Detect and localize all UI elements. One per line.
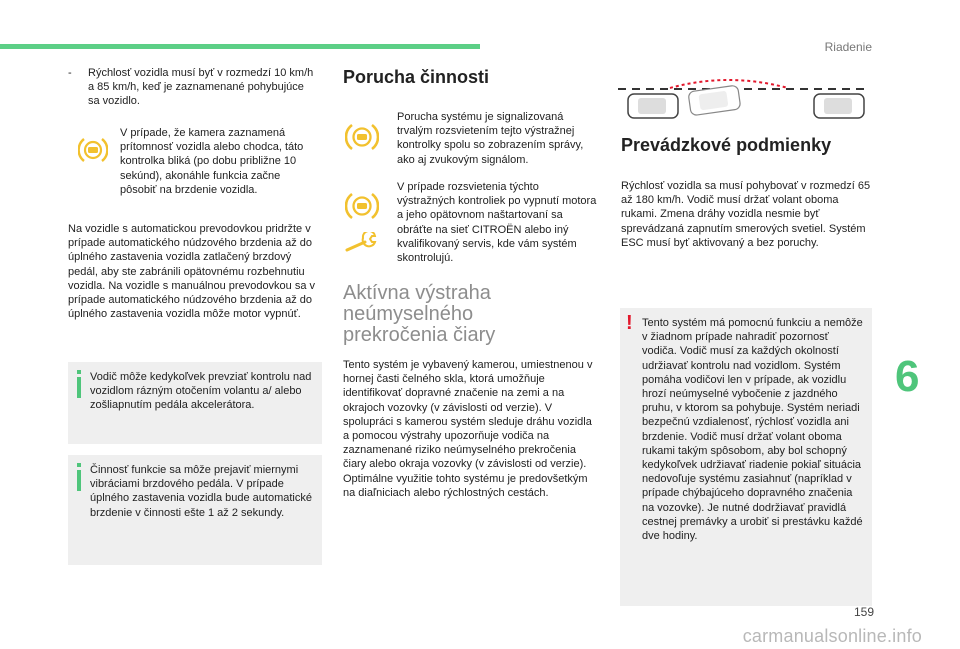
info-box-brake-vibration — [68, 455, 322, 565]
collision-warning-icon — [78, 136, 108, 169]
page-number: 159 — [853, 605, 874, 619]
heading-operating-conditions: Prevádzkové podmienky — [621, 135, 832, 155]
warning-box — [620, 308, 872, 606]
chapter-number: 6 — [895, 352, 920, 401]
automatic-braking-paragraph: Na vozidle s automatickou prevodovkou pridržte v prípade automatického núdzového brzdenia až do úplného zastavenia vozidla zatlačený brzdový pedál, aby ste zabránili opätovnému rozbehnutiu vozidla. Na vozidle s manuálnou prevodovkou sa v prípade automatického núdzového brzdenia až do úplného zastavenia vozidla môže motor vypnúť. — [68, 223, 316, 321]
info-text: Činnosť funkcie sa môže prejaviť miernymi vibráciami brzdového pedála. V prípade úplného zastavenia vozidla bude automatické brzdenie v činnosti ešte 1 až 2 sekundy. — [90, 464, 312, 519]
warning-exclamation-icon: ! — [626, 312, 633, 334]
heading-lane-departure: Aktívna výstraha neúmyselného prekročenia čiary — [343, 282, 496, 346]
warning-text: Tento systém má pomocnú funkciu a nemôže v žiadnom prípade nahradiť pozornosť vodiča. Vodič musí za každých okolností udržiavať kontrolu nad vozidlom. Systém pomáha vodičovi len v prípade, ak vozidlu hrozí neúmyselné vybočenie z jazdného pruhu, v ktorom sa pohybuje. Systém neriadi bezpečnú vzdialenosť, rýchlosť vozidla ani brzdenie. Vodič musí držať volant oboma rukami takým spôsobom, aby bol schopný kedykoľvek udržiavať riadenie pokiaľ situácia nedovoľuje systému zasiahnuť (napríklad v prípade chýbajúceho dopravného značenia na vozovke). Je nutné dodržiavať pravidlá cestnej premávky a urobiť si prestávku každé dve hodiny. — [642, 317, 863, 543]
info-icon — [74, 463, 84, 491]
watermark: carmanualsonline.info — [742, 626, 922, 646]
heading-malfunction: Porucha činnosti — [343, 67, 490, 87]
dash-list-item — [68, 66, 318, 109]
lane-departure-description: Tento systém je vybavený kamerou, umiestnenou v hornej časti čelného skla, ktorá umožňuje identifikovať dopravné značenie na zemi a na okrajoch vozovky (v závislosti od verzie). V spolupráci s kamerou systém sleduje dráhu vozidla a pomocou výstrahy upozorňuje vodiča na zaznamenané riziko neúmyselného prekročenia čiary alebo okraja vozovky (v závislosti od verzie). Optimálne využitie tohto systému je predovšetkým na diaľniciach alebo rýchlostných cestách. — [343, 359, 593, 499]
operating-conditions-text: Rýchlosť vozidla sa musí pohybovať v rozmedzí 65 až 180 km/h. Vodič musí držať volant oboma rukami. Zmena dráhy vozidla nesmie byť sprevádzaná zapnutím smerových svetiel. Systém ESC musí byť aktivovaný a bez poruchy. — [621, 180, 871, 249]
lane-departure-illustration — [618, 74, 870, 131]
camera-warning-text: V prípade, že kamera zaznamená prítomnosť vozidla alebo chodca, táto kontrolka bliká (po dobu približne 10 sekúnd), akonáhle funkcia začne pôsobiť na brzdenie vozidla. — [120, 127, 304, 196]
info-icon — [74, 370, 84, 398]
info-text: Vodič môže kedykoľvek prevziať kontrolu nad vozidlom rázným otočením volantu a/ alebo zošliapnutím pedála akcelerátora. — [90, 371, 312, 412]
collision-warning-icon — [345, 122, 379, 157]
service-text: V prípade rozsvietenia týchto výstražných kontroliek po vypnutí motora a jeho opätovnom naštartovaní sa obráťte na sieť CITROËN alebo iný kvalifikovaný servis, kde vám systém skontrolujú. — [397, 181, 597, 265]
list-dash: - — [68, 67, 72, 79]
wrench-icon — [345, 232, 381, 259]
collision-warning-icon — [345, 191, 379, 226]
info-box-driver-override — [68, 362, 322, 444]
list-item-text: Rýchlosť vozidla musí byť v rozmedzí 10 km/h a 85 km/h, keď je zaznamenané pohybujúce sa vozidlo. — [88, 67, 314, 108]
malfunction-text: Porucha systému je signalizovaná trvalým rozsvietením tejto výstražnej kontrolky spolu so zobrazením správy, ako aj zvukovým signálom. — [397, 111, 584, 166]
top-accent-bar — [0, 44, 480, 49]
section-title: Riadenie — [824, 40, 872, 54]
